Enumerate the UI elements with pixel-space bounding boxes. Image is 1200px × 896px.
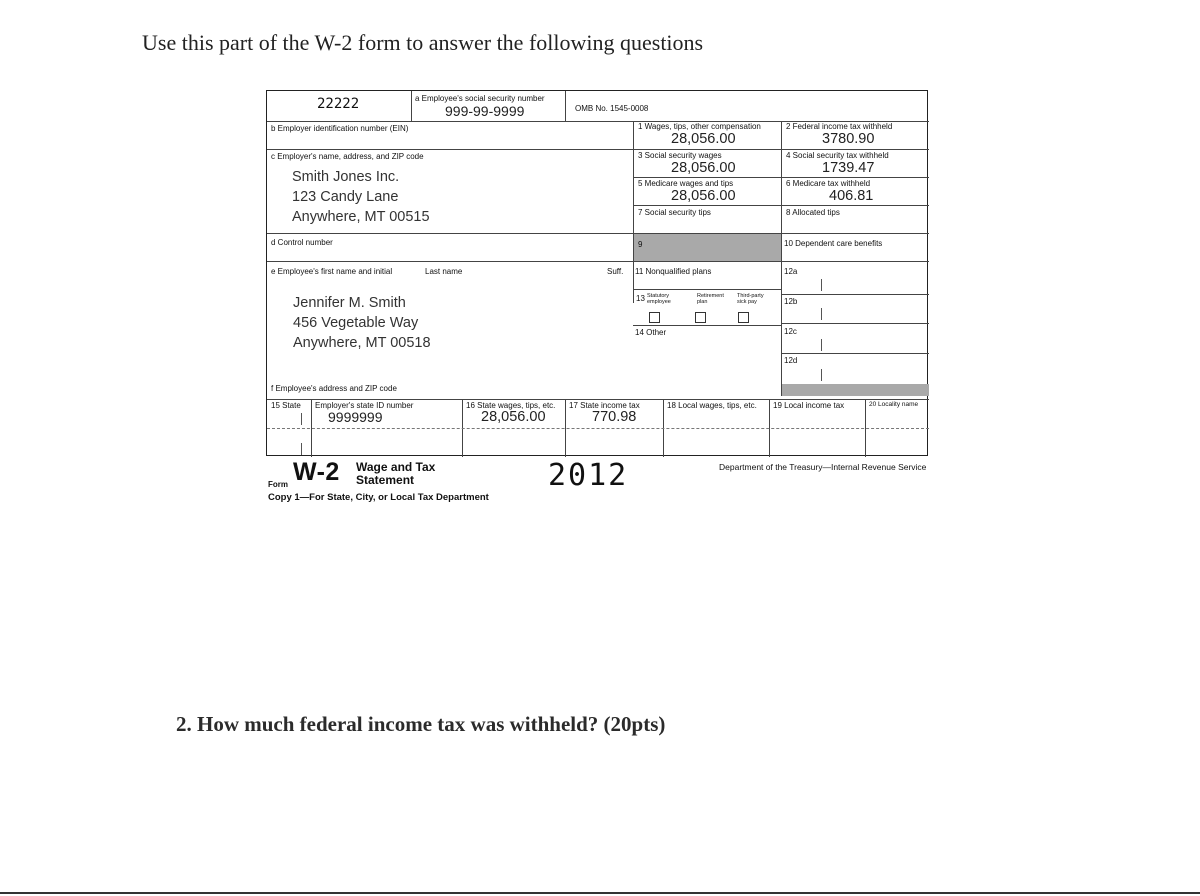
box12a-label: 12a	[784, 267, 798, 276]
w2-form	[266, 90, 928, 456]
box12d-label: 12d	[784, 356, 798, 365]
box13-statutory-label: Statutory employee	[647, 293, 671, 305]
employer-name: Smith Jones Inc.	[292, 169, 400, 185]
box2-label: 2 Federal income tax withheld	[786, 122, 893, 131]
box14-label: 14 Other	[635, 328, 667, 337]
statutory-employee-checkbox[interactable]	[649, 312, 660, 323]
employee-street: 456 Vegetable Way	[293, 315, 419, 331]
box1-wages: 28,056.00	[671, 131, 736, 147]
title-line-2: Statement	[356, 473, 415, 487]
box7-label: 7 Social security tips	[638, 208, 711, 217]
box10-label: 10 Dependent care benefits	[784, 239, 883, 248]
box2-federal-tax-withheld: 3780.90	[822, 131, 875, 147]
box11-label: 11 Nonqualified plans	[635, 267, 712, 276]
employee-first-name-label: e Employee's first name and initial	[271, 267, 393, 276]
box5-medicare-wages: 28,056.00	[671, 188, 736, 204]
omb-number: OMB No. 1545-0008	[575, 104, 649, 113]
box13-label: 13	[636, 294, 645, 303]
wage-tax-statement-title	[356, 461, 435, 487]
control-number-label: d Control number	[271, 238, 333, 247]
box9-label: 9	[638, 240, 643, 249]
suffix-label: Suff.	[607, 267, 624, 276]
box1-label: 1 Wages, tips, other compensation	[638, 122, 761, 131]
w2-title: W-2	[293, 458, 340, 486]
state-id-label: Employer's state ID number	[315, 401, 414, 410]
box4-ss-tax-withheld: 1739.47	[822, 160, 875, 176]
ssn-label: a Employee's social security number	[415, 94, 545, 103]
bottom-divider	[0, 892, 1200, 894]
tax-year: 2012	[548, 458, 629, 493]
copy-designation: Copy 1—For State, City, or Local Tax Department	[268, 492, 489, 503]
employer-label: c Employer's name, address, and ZIP code	[271, 152, 424, 161]
title-line-1: Wage and Tax	[356, 460, 436, 474]
box3-ss-wages: 28,056.00	[671, 160, 736, 176]
box20-label: 20 Locality name	[869, 401, 919, 408]
box18-label: 18 Local wages, tips, etc.	[667, 401, 757, 410]
void-code: 22222	[317, 96, 360, 112]
box6-medicare-tax-withheld: 406.81	[829, 188, 874, 204]
box16-label: 16 State wages, tips, etc.	[466, 401, 556, 410]
box15-label: 15 State	[271, 401, 301, 410]
box19-label: 19 Local income tax	[773, 401, 845, 410]
box12c-label: 12c	[784, 327, 797, 336]
last-name-label: Last name	[425, 267, 463, 276]
box4-label: 4 Social security tax withheld	[786, 151, 889, 160]
form-word: Form	[268, 480, 288, 489]
box16-state-wages: 28,056.00	[481, 409, 546, 425]
box13-retirement-label: Retirement plan	[697, 293, 724, 305]
employer-street: 123 Candy Lane	[292, 189, 399, 205]
intro-text: Use this part of the W-2 form to answer the following questions	[142, 30, 704, 55]
employee-city: Anywhere, MT 00518	[293, 335, 431, 351]
box5-label: 5 Medicare wages and tips	[638, 179, 734, 188]
box12-shade	[781, 384, 929, 396]
box3-label: 3 Social security wages	[638, 151, 722, 160]
employee-name: Jennifer M. Smith	[293, 295, 406, 311]
box12b-label: 12b	[784, 297, 798, 306]
third-party-sick-pay-checkbox[interactable]	[738, 312, 749, 323]
box13-thirdparty-label: Third-party sick pay	[737, 293, 764, 305]
employer-address	[292, 167, 430, 227]
box17-label: 17 State income tax	[569, 401, 640, 410]
department-label: Department of the Treasury—Internal Revenue Service	[719, 462, 927, 472]
employee-address-label: f Employee's address and ZIP code	[271, 384, 397, 393]
state-id-value: 9999999	[328, 409, 383, 425]
box17-state-income-tax: 770.98	[592, 409, 637, 425]
employer-city: Anywhere, MT 00515	[292, 209, 430, 225]
ssn-value: 999-99-9999	[445, 103, 525, 119]
box9-shade	[633, 233, 781, 261]
question-text: 2. How much federal income tax was withheld? (20pts)	[176, 712, 666, 736]
ein-label: b Employer identification number (EIN)	[271, 124, 409, 133]
retirement-plan-checkbox[interactable]	[695, 312, 706, 323]
box6-label: 6 Medicare tax withheld	[786, 179, 871, 188]
box8-label: 8 Allocated tips	[786, 208, 840, 217]
employee-address	[293, 293, 431, 353]
